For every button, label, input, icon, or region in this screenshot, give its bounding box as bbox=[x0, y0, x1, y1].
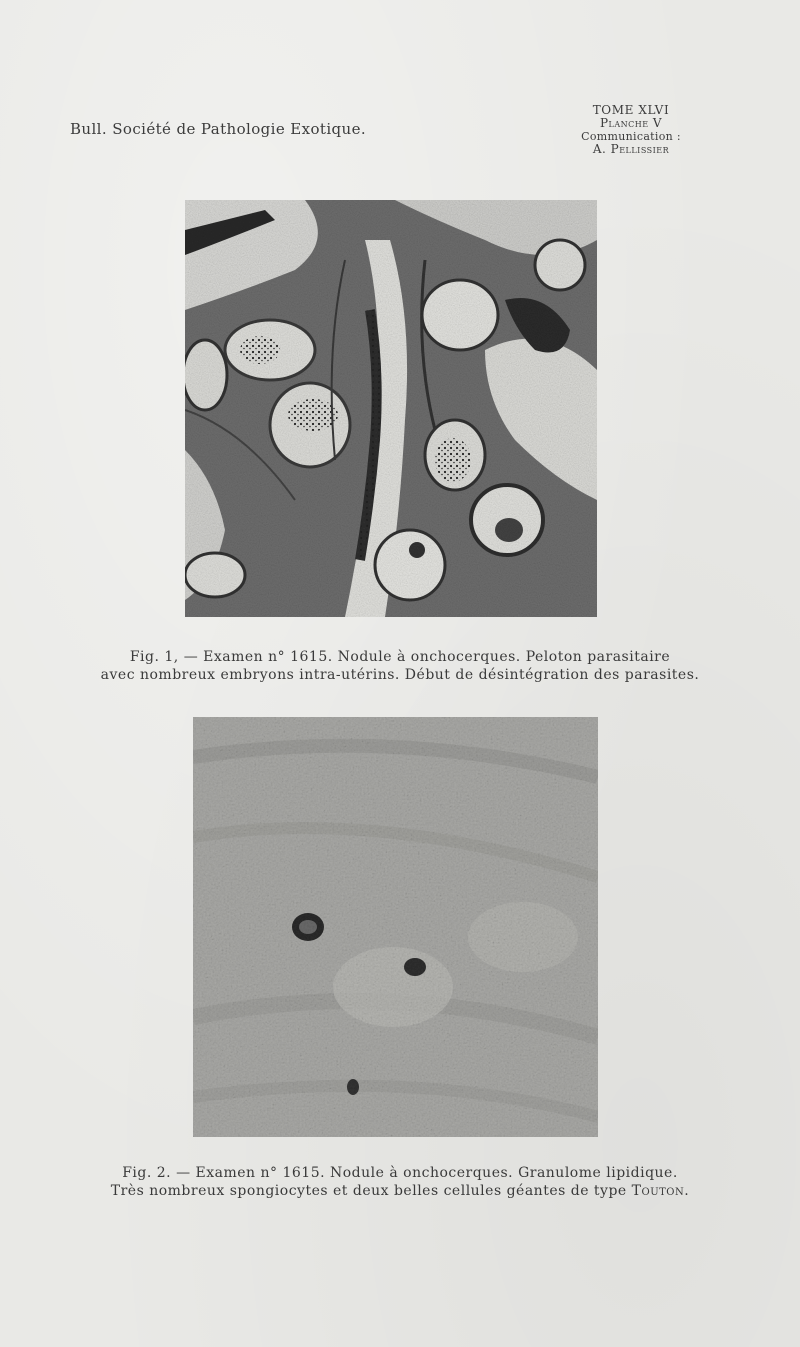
planche-label: Planche V bbox=[599, 116, 663, 130]
figure-2-caption bbox=[60, 1164, 740, 1200]
figure-1-caption bbox=[60, 648, 740, 684]
micrograph-1-image bbox=[185, 200, 597, 617]
figure-1-caption-line-1: Fig. 1, — Examen n° 1615. Nodule à onchocerques. Peloton parasitaire bbox=[129, 649, 671, 665]
figure-1-micrograph bbox=[185, 200, 597, 617]
plate-reference bbox=[566, 103, 696, 156]
figure-2-caption-line-2 bbox=[60, 1182, 740, 1200]
journal-title: Bull. Société de Pathologie Exotique. bbox=[70, 120, 367, 138]
figure-2-caption-line-2-suffix: . bbox=[684, 1183, 690, 1199]
figure-1-caption-line-2: avec nombreux embryons intra-utérins. Début de désintégration des parasites. bbox=[100, 667, 700, 683]
figure-2-micrograph bbox=[193, 717, 598, 1137]
author-label: A. Pellissier bbox=[592, 142, 670, 156]
communication-label: Communication : bbox=[581, 130, 681, 143]
figure-2-caption-line-2-prefix: Très nombreux spongiocytes et deux belles cellules géantes de type bbox=[110, 1183, 632, 1199]
figure-2-caption-author-name: Touton bbox=[631, 1183, 685, 1199]
tome-label: TOME XLVI bbox=[592, 103, 670, 117]
figure-2-caption-line-1: Fig. 2. — Examen n° 1615. Nodule à onchocerques. Granulome lipidique. bbox=[122, 1165, 678, 1181]
micrograph-2-image bbox=[193, 717, 598, 1137]
